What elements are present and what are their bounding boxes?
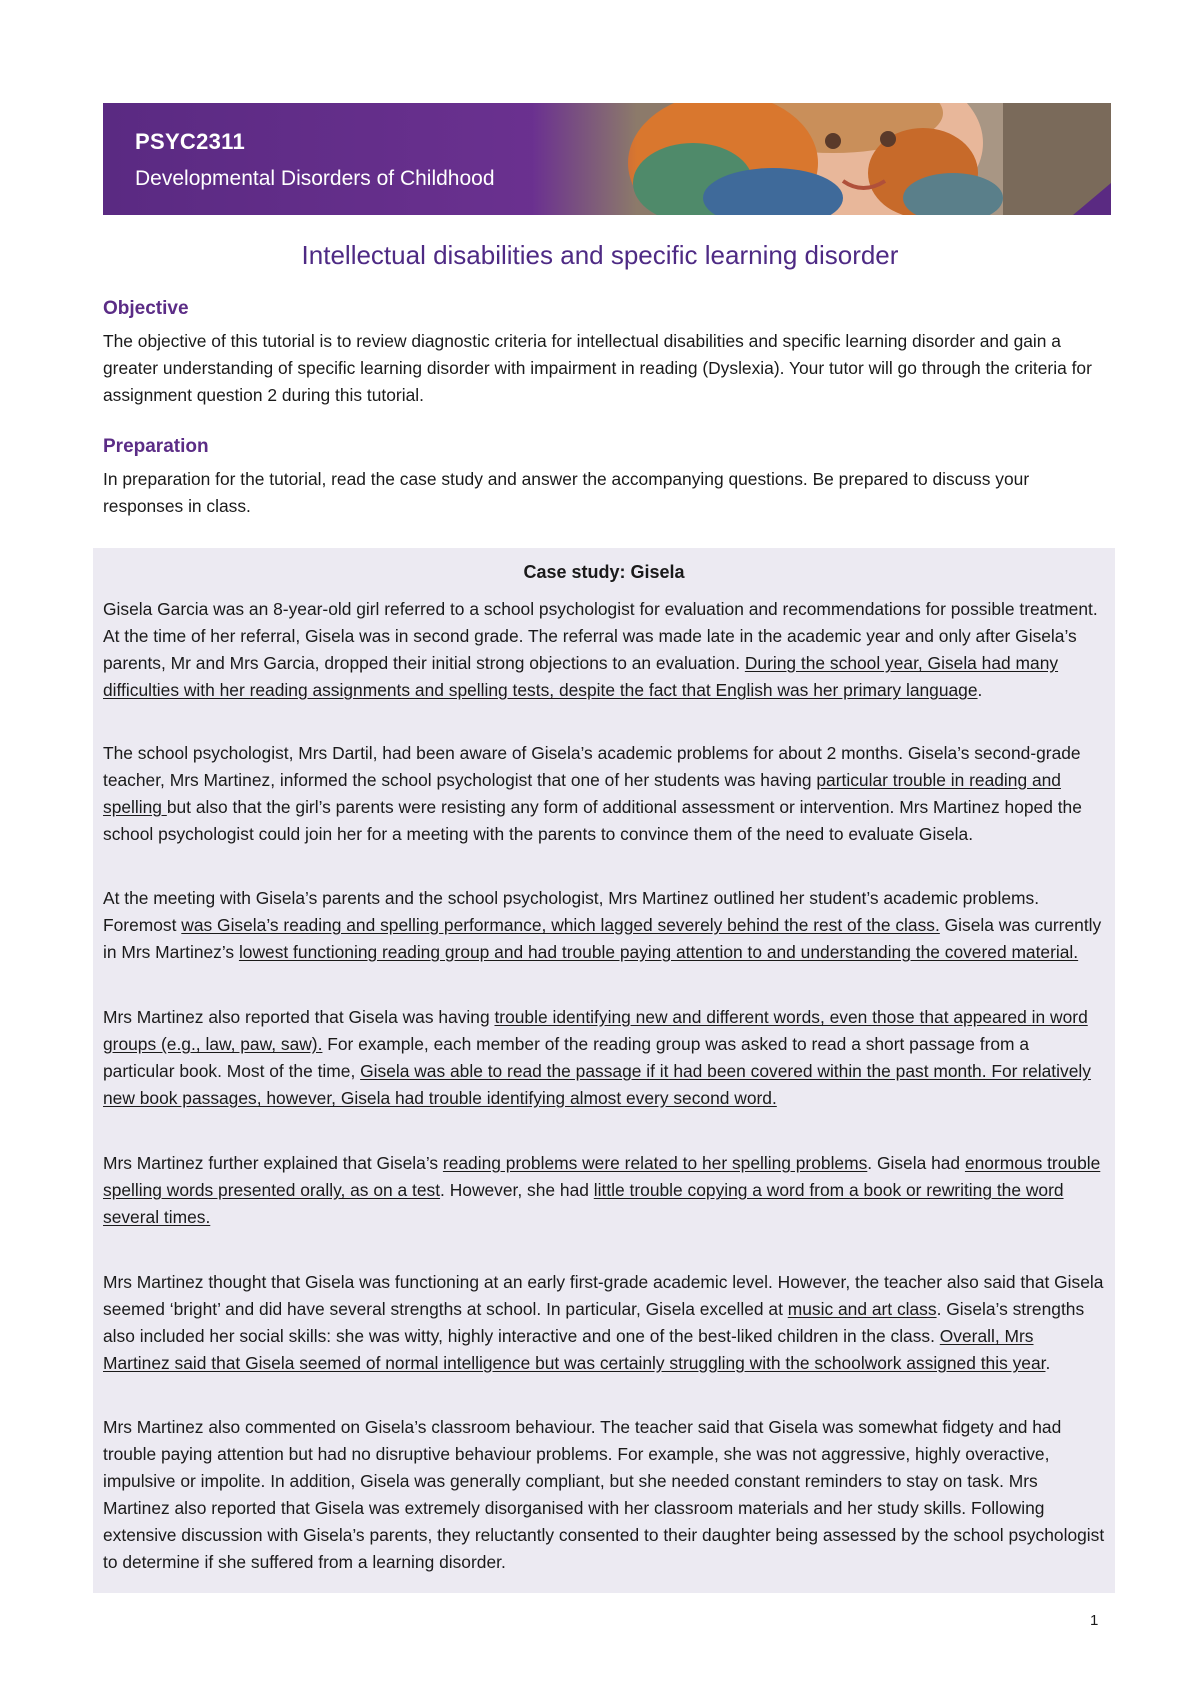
text-segment: but also that the girl’s parents were resisting any form of additional assessment or intervention. Mrs Martinez hoped the school psychologist could join her for a meeting with the parents to convince them of the need to evaluate Gisela. bbox=[103, 797, 1082, 844]
underlined-text: Overall, Mrs Martinez said that Gisela seemed of normal intelligence but was certainly struggling with the schoolwork assigned this year bbox=[103, 1326, 1046, 1373]
text-segment: Mrs Martinez thought that Gisela was functioning at an early first-grade academic level. However, the teacher also said that Gisela seemed ‘bright’ and did have several strengths at school. In particular, Gisela excelled at bbox=[103, 1272, 1104, 1319]
case-study-title: Case study: Gisela bbox=[523, 562, 685, 582]
case-study-box bbox=[93, 548, 1115, 1593]
text-segment: . bbox=[1045, 1353, 1051, 1373]
text-segment: Mrs Martinez further explained that Gisela’s bbox=[103, 1153, 443, 1173]
case-paragraph bbox=[103, 740, 1105, 848]
text-segment: Mrs Martinez also reported that Gisela was having bbox=[103, 1007, 495, 1027]
case-paragraph bbox=[103, 1414, 1105, 1576]
text-segment: At the meeting with Gisela’s parents and the school psychologist, Mrs Martinez outlined her student’s academic problems. Foremost bbox=[103, 888, 1040, 935]
underlined-text: particular trouble in reading and spelling bbox=[103, 770, 1061, 817]
text-segment: . However, she had bbox=[440, 1180, 594, 1200]
text-segment: . Gisela had bbox=[867, 1153, 965, 1173]
underlined-text: little trouble copying a word from a book or rewriting the word several times. bbox=[103, 1180, 1064, 1227]
preparation-heading: Preparation bbox=[103, 436, 209, 457]
underlined-text: enormous trouble spelling words presented orally, as on a test bbox=[103, 1153, 1101, 1200]
text-segment: Gisela was currently in Mrs Martinez’s bbox=[103, 915, 1102, 962]
underlined-text: During the school year, Gisela had many difficulties with her reading assignments and spelling tests, despite the fact that English was her primary language bbox=[103, 653, 1059, 700]
course-code: PSYC2311 bbox=[135, 129, 246, 154]
underlined-text: trouble identifying new and different words, even those that appeared in word groups (e.g., law, paw, saw). bbox=[103, 1007, 1088, 1054]
text-segment: For example, each member of the reading group was asked to read a short passage from a particular book. Most of the time, bbox=[103, 1034, 1030, 1081]
underlined-text: lowest functioning reading group and had trouble paying attention to and understanding the covered material. bbox=[238, 942, 1079, 962]
text-segment: The school psychologist, Mrs Dartil, had been aware of Gisela’s academic problems for about 2 months. Gisela’s second-grade teacher, Mrs Martinez, informed the school psychologist that one of her students was having bbox=[103, 743, 1081, 790]
underlined-text: reading problems were related to her spelling problems bbox=[442, 1153, 868, 1173]
text-segment: . bbox=[977, 680, 983, 700]
case-paragraph bbox=[103, 596, 1105, 704]
underlined-text: music and art class bbox=[787, 1299, 937, 1319]
page-title: Intellectual disabilities and specific learning disorder bbox=[301, 240, 899, 270]
underlined-text: Gisela was able to read the passage if it had been covered within the past month. For relatively new book passages, however, Gisela had trouble identifying almost every second word. bbox=[103, 1061, 1091, 1108]
text-segment: . Gisela’s strengths also included her social skills: she was witty, highly interactive and one of the best-liked children in the class. bbox=[103, 1299, 1085, 1346]
page-number: 1 bbox=[1090, 1612, 1099, 1629]
case-paragraph bbox=[103, 1269, 1105, 1377]
text-segment: Mrs Martinez also commented on Gisela’s classroom behaviour. The teacher said that Gisela was somewhat fidgety and had trouble paying attention but had no disruptive behaviour problems. For example, she was not aggressive, highly overactive, impulsive or impolite. In addition, Gisela was generally compliant, but she needed constant reminders to stay on task. Mrs Martinez also reported that Gisela was extremely disorganised with her classroom materials and her study skills. Following extensive discussion with Gisela’s parents, they reluctantly consented to their daughter being assessed by the school psychologist to determine if she suffered from a learning disorder. bbox=[103, 1417, 1105, 1572]
text-segment: Gisela Garcia was an 8-year-old girl referred to a school psychologist for evaluation and recommendations for possible treatment. At the time of her referral, Gisela was in second grade. The referral was made late in the academic year and only after Gisela’s parents, Mr and Mrs Garcia, dropped their initial strong objections to an evaluation. bbox=[103, 599, 1098, 673]
case-paragraph bbox=[103, 1004, 1105, 1112]
objective-heading: Objective bbox=[103, 298, 189, 319]
preparation-text: In preparation for the tutorial, read the case study and answer the accompanying questions. Be prepared to discuss your responses in class. bbox=[103, 469, 1030, 516]
case-paragraph bbox=[103, 885, 1105, 966]
child-painted-hands-photo bbox=[533, 103, 1111, 215]
case-paragraph bbox=[103, 1150, 1105, 1231]
course-name: Developmental Disorders of Childhood bbox=[135, 167, 495, 190]
course-banner bbox=[103, 103, 1111, 215]
objective-text: The objective of this tutorial is to review diagnostic criteria for intellectual disabilities and specific learning disorder and gain a greater understanding of specific learning disorder with impairment in reading (Dyslexia). Your tutor will go through the criteria for assignment question 2 during this tutorial. bbox=[103, 331, 1092, 405]
underlined-text: was Gisela’s reading and spelling performance, which lagged severely behind the rest of the class. bbox=[181, 915, 940, 935]
